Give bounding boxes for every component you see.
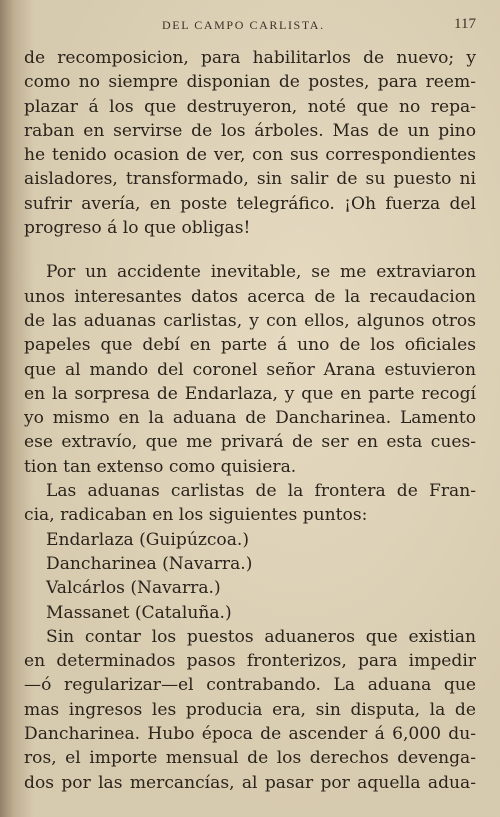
text-line: Las aduanas carlistas de la frontera de Fran- [46, 481, 476, 502]
paragraph-3 [24, 479, 476, 528]
text-line: sufrir avería, en poste telegráfico. ¡Oh fuerza del [24, 193, 476, 214]
running-head [24, 16, 476, 34]
text-line: raban en servirse de los árboles. Mas de un pino [24, 120, 476, 141]
text-line: he tenido ocasion de ver, con sus correspondientes [24, 145, 476, 166]
text-line: Por un accidente inevitable, se me extraviaron [46, 262, 476, 283]
text-line: de las aduanas carlistas, y con ellos, algunos otros [24, 310, 476, 331]
paragraph-4 [24, 625, 476, 795]
text-line: —ó regularizar—el contrabando. La aduana que [24, 675, 476, 696]
list-item: Endarlaza (Guipúzcoa.) [46, 529, 249, 550]
text-line: mas ingresos les producia era, sin disputa, la de [24, 699, 476, 720]
body-text [24, 46, 476, 795]
text-line: como no siempre disponian de postes, para reem- [24, 72, 476, 93]
text-line: Sin contar los puestos aduaneros que existian [46, 626, 476, 647]
text-line: papeles que debí en parte á uno de los oficiales [24, 335, 476, 356]
text-line: de recomposicion, para habilitarlos de nuevo; y [24, 48, 476, 68]
paragraph-1 [24, 46, 476, 240]
text-line: ese extravío, que me privará de ser en esta cues- [24, 432, 476, 453]
text-line: tion tan extenso como quisiera. [24, 456, 297, 477]
text-line: ros, el importe mensual de los derechos devenga- [24, 748, 476, 769]
running-head-title: DEL CAMPO CARLISTA. [162, 18, 325, 32]
text-line: unos interesantes datos acerca de la recaudacion [24, 286, 476, 307]
customs-list [24, 528, 476, 625]
paragraph-2 [24, 260, 476, 479]
text-line: en determinados pasos fronterizos, para impedir [24, 651, 476, 672]
text-line: cia, radicaban en los siguientes puntos: [24, 505, 368, 526]
text-line: plazar á los que destruyeron, noté que no repa- [24, 96, 476, 117]
list-item: Valcárlos (Navarra.) [46, 578, 221, 599]
text-line: que al mando del coronel señor Arana estuvieron [24, 359, 476, 380]
text-line: aisladores, transformado, sin salir de su puesto ni [24, 169, 476, 190]
text-line: yo mismo en la aduana de Dancharinea. Lamento [24, 408, 476, 429]
text-line: dos por las mercancías, al pasar por aquella adua- [24, 772, 476, 793]
list-item: Dancharinea (Navarra.) [46, 553, 253, 574]
text-line: en la sorpresa de Endarlaza, y que en parte recogí [24, 383, 476, 404]
page-number: 117 [454, 16, 476, 32]
list-item: Massanet (Cataluña.) [46, 602, 232, 623]
paragraph-gap [24, 240, 476, 260]
text-line: Dancharinea. Hubo época de ascender á 6,000 du- [24, 724, 476, 745]
text-line: progreso á lo que obligas! [24, 218, 251, 239]
